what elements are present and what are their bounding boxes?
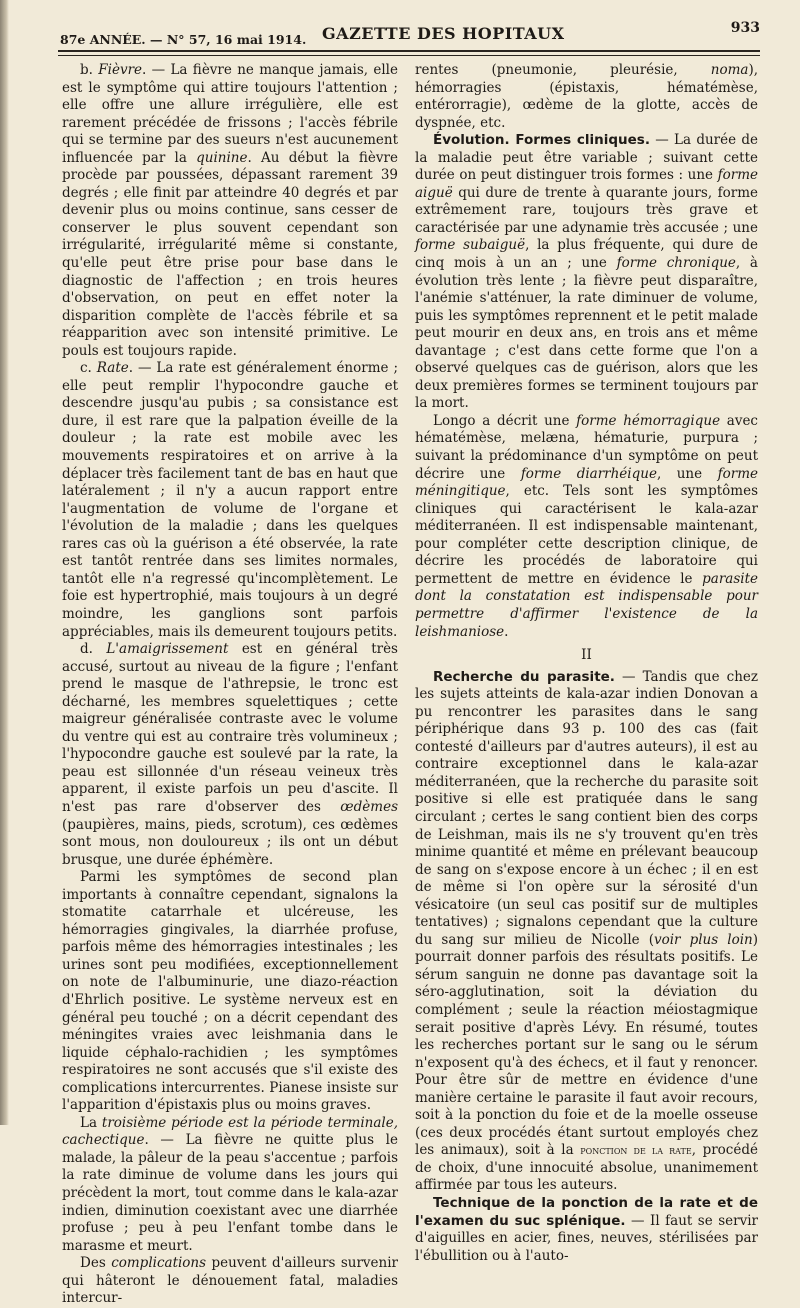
- header-rule-thin: [58, 55, 760, 56]
- paragraph-continuation: rentes (pneumonie, pleurésie, noma), hémorragies (épistaxis, hématémèse, entérorragie), œdème de la glotte, accès de dyspnée, etc.: [415, 62, 758, 131]
- right-column: [415, 62, 758, 1265]
- page-binding-edge: [0, 0, 9, 1125]
- heading-recherche-parasite: Recherche du parasite.: [433, 668, 615, 685]
- heading-evolution: Évolution. Formes cliniques.: [433, 132, 650, 149]
- header-rule-thick: [58, 50, 760, 52]
- paragraph-recherche-parasite: Recherche du parasite. — Tandis que chez les sujets atteints de kala-azar indien Donovan a pu rencontrer les parasites dans le sang périphérique dans 93 p. 100 des cas (fait contesté d'ailleurs par d'autres auteurs), il est au contraire exceptionnel dans le kala-azar méditerranéen, que la recherche du parasite soit positive si elle est pratiquée dans le sang circulant ; certes le sang contient bien des corps de Leishman, mais ils ne s'y trouvent qu'en très minime quantité et même en prélevant beaucoup de sang on s'expose encore à un échec ; il en est de même si l'on opère sur la sérosité d'un vésicatoire (un seul cas positif sur de multiples tentatives) ; signalons cependant que la culture du sang sur milieu de Nicolle (voir plus loin) pourrait donner parfois des résultats positifs. Le sérum sanguin ne donne pas davantage soit la séro-agglutination, soit la déviation du complément ; seule la réaction méiostagmique serait positive d'après Lévy. En résumé, toutes les recherches portant sur le sang ou le sérum n'exposent qu'à des échecs, et il faut y renoncer. Pour être sûr de mettre en évidence d'une manière certaine le parasite il faut avoir recours, soit à la ponction du foie et de la moelle osseuse (ces deux procédés étant surtout employés chez les animaux), soit à la ponction de la rate, procédé de choix, d'une innocuité absolue, unanimement affirmée par tous les auteurs.: [415, 668, 758, 1194]
- paragraph-amaigrissement: d. L'amaigrissement est en général très accusé, surtout au niveau de la figure ; l'enfant prend le masque de l'athrepsie, le tronc est décharné, les membres squelettiques ; cette maigreur généralisée contraste avec le volume du ventre qui est au contraire très volumineux ; l'hypocondre gauche est soulevé par la rate, la peau est sillonnée d'un réseau veineux très apparent, il existe parfois un peu d'ascite. Il n'est pas rare d'observer des œdèmes (paupières, mains, pieds, scrotum), ces œdèmes sont mous, non douloureux ; ils ont un début brusque, une durée éphémère.: [62, 641, 398, 868]
- page-number: 933: [730, 20, 760, 36]
- section-number: II: [581, 647, 592, 664]
- paragraph-rate: c. Rate. — La rate est généralement énorme ; elle peut remplir l'hypocondre gauche et descendre jusqu'au pubis ; sa consistance est dure, il est rare que la palpation éveille de la douleur ; la rate est mobile avec les mouvements respiratoires et on arrive à la déplacer très facilement tant de bas en haut que latéralement ; il n'y a aucun rapport entre l'augmentation de volume de l'organe et l'évolution de la maladie ; dans les quelques rares cas où la guérison a été observée, la rate est tantôt rentrée dans ses limites normales, tantôt elle n'a regressé qu'incomplètement. Le foie est hypertrophié, mais toujours à un degré moindre, les ganglions sont parfois appréciables, mais ils demeurent toujours petits.: [62, 360, 398, 640]
- journal-title: GAZETTE DES HOPITAUX: [322, 24, 565, 43]
- issue-info: 87e ANNÉE. — N° 57, 16 mai 1914.: [60, 32, 307, 47]
- paragraph-symptomes-second-plan: Parmi les symptômes de second plan importants à connaître cependant, signalons la stomatite catarrhale et ulcéreuse, les hémorragies gingivales, la diarrhée profuse, parfois même des hémorragies intestinales ; les urines sont peu modifiées, exceptionnellement on note de l'albuminurie, une diazo-réaction d'Ehrlich positive. Le système nerveux est en général peu touché ; on a décrit cependant des méningites vraies avec leishmania dans le liquide céphalo-rachidien ; les symptômes respiratoires ne sont accusés que s'il existe des complications intercurrentes. Pianese insiste sur l'apparition d'épistaxis plus ou moins graves.: [62, 869, 398, 1114]
- paragraph-evolution: Évolution. Formes cliniques. — La durée de la maladie peut être variable ; suivant cette durée on peut distinguer trois formes : une forme aiguë qui dure de trente à quarante jours, forme extrêmement rare, toujours très grave et caractérisée par une adynamie très accusée ; une forme subaiguë, la plus fréquente, qui dure de cinq mois à un an ; une forme chronique, à évolution très lente ; la fièvre peut disparaître, l'anémie s'atténuer, la rate diminuer de volume, puis les symptômes reprennent et le petit malade peut mourir en deux ans, en trois ans et même davantage ; c'est dans cette forme que l'on a observé quelques cas de guérison, alors que les deux premières formes se terminent toujours par la mort.: [415, 132, 758, 412]
- paragraph-troisieme-periode: La troisième période est la période terminale, cachectique. — La fièvre ne quitte plus le malade, la pâleur de la peau s'accentue ; parfois la rate diminue de volume dans les jours qui précèdent la mort, tout comme dans le kala-azar indien, diminution coexistant avec une diarrhée profuse ; peu à peu l'enfant tombe dans le marasme et meurt.: [62, 1114, 398, 1254]
- left-column: [62, 62, 398, 1308]
- page-header: [60, 20, 760, 50]
- subtitle-fievre: Fièvre: [98, 62, 143, 78]
- heading-technique-ponction: Technique de la ponction de la rate et de l'examen du suc splénique.: [415, 1195, 758, 1229]
- subtitle-amaigrissement: L'amaigrissement: [106, 641, 229, 658]
- paragraph-fievre: b. Fièvre. — La fièvre ne manque jamais, elle est le symptôme qui attire toujours l'attention ; elle offre une allure irrégulière, elle est rarement précédée de frissons ; l'accès fébrile qui se termine par des sueurs n'est aucunement influencée par la quinine. Au début la fièvre procède par poussées, dépassant rarement 39 degrés ; elle finit par atteindre 40 degrés et par devenir plus ou moins continue, sans cesser de conserver le plus souvent cependant son irrégularité, irrégularité même si constante, qu'elle peut être prise pour base dans le diagnostic de l'affection ; en trois heures d'observation, on peut en effet noter la disparition complète de l'accès fébrile et sa réapparition avec son intensité primitive. Le pouls est toujours rapide.: [62, 62, 398, 359]
- paragraph-longo: Longo a décrit une forme hémorragique avec hématémèse, melæna, hématurie, purpura ; suivant la prédominance d'un symptôme on peut décrire une forme diarrhéique, une forme méningitique, etc. Tels sont les symptômes cliniques qui caractérisent le kala-azar méditerranéen. Il est indispensable maintenant, pour compléter cette description clinique, de décrire les procédés de laboratoire qui permettent de mettre en évidence le parasite dont la constatation est indispensable pour permettre d'affirmer l'existence de la leishmaniose.: [415, 412, 758, 640]
- paragraph-complications: Des complications peuvent d'ailleurs survenir qui hâteront le dénouement fatal, maladies intercur-: [62, 1255, 398, 1307]
- subtitle-rate: Rate: [96, 360, 129, 377]
- paragraph-technique-ponction: Technique de la ponction de la rate et de l'examen du suc splénique. — Il faut se servir d'aiguilles en acier, fines, neuves, stérilisées par l'ébullition ou à l'auto-: [415, 1195, 758, 1264]
